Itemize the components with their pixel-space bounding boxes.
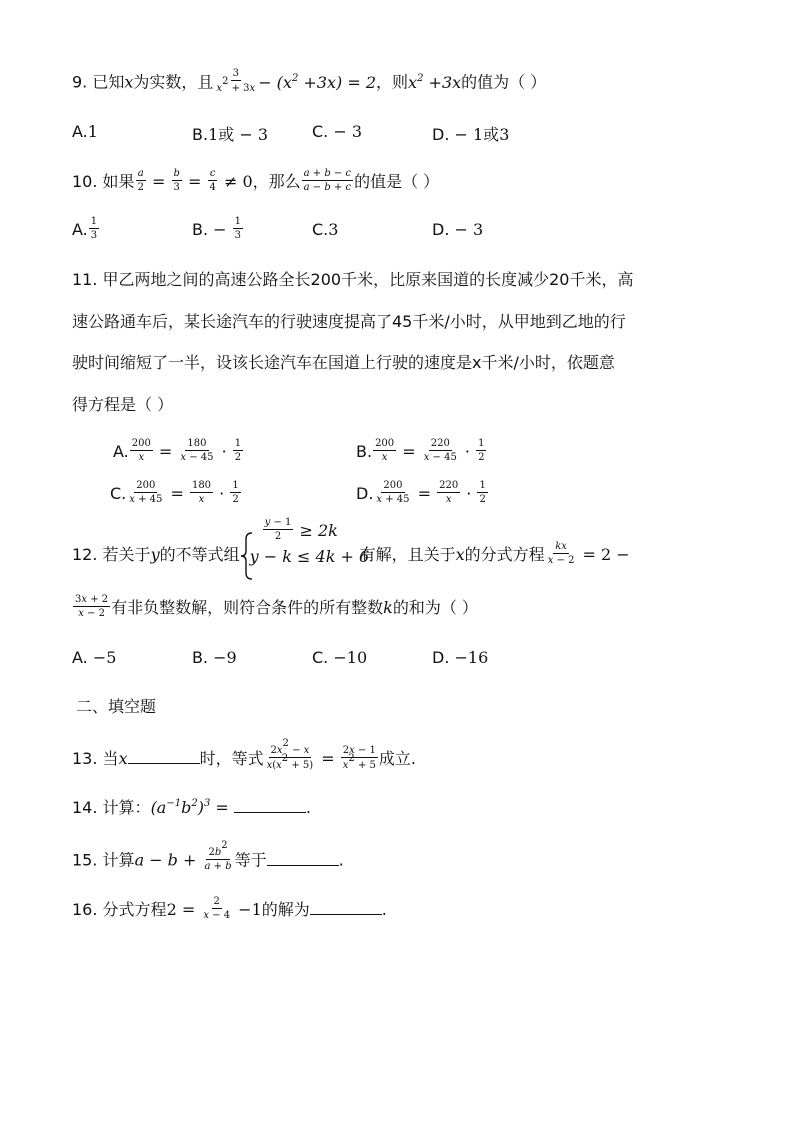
answer-blank[interactable] xyxy=(234,798,306,813)
option-b[interactable]: B. −9 xyxy=(192,648,237,667)
option-d[interactable]: D. −16 xyxy=(432,648,489,667)
question-12: 12. 若关于y的不等式组 $\frac{y - 1}{2}$ ≥ 2k y − k ≤ 4k + 6 有解，且关于x的分式方程 $\frac{kx}{x - 2}$ = 2 − xyxy=(72,530,630,581)
option-a[interactable]: A.1 xyxy=(72,122,98,141)
question-number: 12. xyxy=(72,545,98,564)
question-number: 13. xyxy=(72,749,98,768)
question-number: 9. xyxy=(72,72,88,92)
answer-blank[interactable] xyxy=(128,749,200,764)
option-c[interactable]: C. −10 xyxy=(312,648,368,667)
section-title: 二、填空题 xyxy=(76,697,157,716)
option-d[interactable]: D. − 3 xyxy=(432,220,484,239)
question-number: 16. xyxy=(72,900,98,919)
question-10: 10. 如果 $\frac{a}{2}$ = $\frac{b}{3}$ = $\frac{c}{4}$ ≠ 0，那么 $\frac{a + b - c}{a - b + c}$ 的值是（ ） xyxy=(72,168,440,193)
option-c[interactable]: C. $\frac{200}{x + 45}$ = $\frac{180}{x}$ · $\frac{1}{2}$ xyxy=(110,480,239,505)
question-11: 11. 甲乙两地之间的高速公路全长200千米，比原来国道的长度减少20千米，高 xyxy=(72,270,634,289)
question-12-line-2: $\frac{3x + 2}{x - 2}$ 有非负整数解，则符合条件的所有整数k的和为（ ） xyxy=(75,594,478,619)
option-c[interactable]: C.3 xyxy=(312,220,339,239)
question-9: 9. 已知x为实数，且 $\frac{3}{x^2 + 3x}$ − $(x^2 +3x) = 2$，则$x^2 +3x$的值为（ ） xyxy=(72,68,547,94)
answer-blank[interactable] xyxy=(310,900,382,915)
option-b[interactable]: B. − $\frac{1}{3}$ xyxy=(192,216,242,241)
question-16: 16. 分式方程2 = $\frac{2}{x - 4}$ −1的解为 . xyxy=(72,896,387,921)
answer-blank[interactable] xyxy=(267,851,339,866)
inequality-system: $\frac{y - 1}{2}$ ≥ 2k y − k ≤ 4k + 6 xyxy=(240,531,360,581)
option-b[interactable]: B. $\frac{200}{x}$ = $\frac{220}{x - 45}$ · $\frac{1}{2}$ xyxy=(356,438,485,463)
question-number: 15. xyxy=(72,850,98,870)
question-14: 14. 计算：$(a^{-1}b^2)^3$ = . xyxy=(72,798,312,817)
question-15: 15. 计算a − b + $\frac{2b^2}{a + b}$ 等于 . xyxy=(72,840,344,872)
question-11-line-3: 驶时间缩短了一半，设该长途汽车在国道上行驶的速度是x千米/小时，依题意 xyxy=(72,353,615,372)
option-b[interactable]: B.1或 − 3 xyxy=(192,125,269,144)
question-number: 10. xyxy=(72,172,98,191)
option-a[interactable]: A. $\frac{1}{3}$ xyxy=(72,216,98,241)
option-d[interactable]: D. $\frac{200}{x + 45}$ = $\frac{220}{x}$ · $\frac{1}{2}$ xyxy=(356,480,486,505)
question-11-line-2: 速公路通车后，某长途汽车的行驶速度提高了45千米/小时，从甲地到乙地的行 xyxy=(72,312,626,331)
fraction: $\frac{3}{x^2 + 3x}$ xyxy=(216,68,256,94)
question-number: 11. xyxy=(72,270,98,289)
option-a[interactable]: A. −5 xyxy=(72,648,117,667)
option-d[interactable]: D. − 1或3 xyxy=(432,125,510,144)
option-a[interactable]: A. $\frac{200}{x}$ = $\frac{180}{x - 45}$ · $\frac{1}{2}$ xyxy=(113,438,242,463)
question-number: 14. xyxy=(72,798,98,817)
fraction: $\frac{a + b - c}{a - b + c}$ xyxy=(303,168,352,193)
option-c[interactable]: C. − 3 xyxy=(312,122,363,141)
question-11-line-4: 得方程是（ ） xyxy=(72,395,174,414)
question-13: 13. 当x 时，等式 $\frac{2x^2 - x}{x(x^2 + 5)}$ = $\frac{2x - 1}{x^2 + 5}$ 成立. xyxy=(72,738,416,771)
